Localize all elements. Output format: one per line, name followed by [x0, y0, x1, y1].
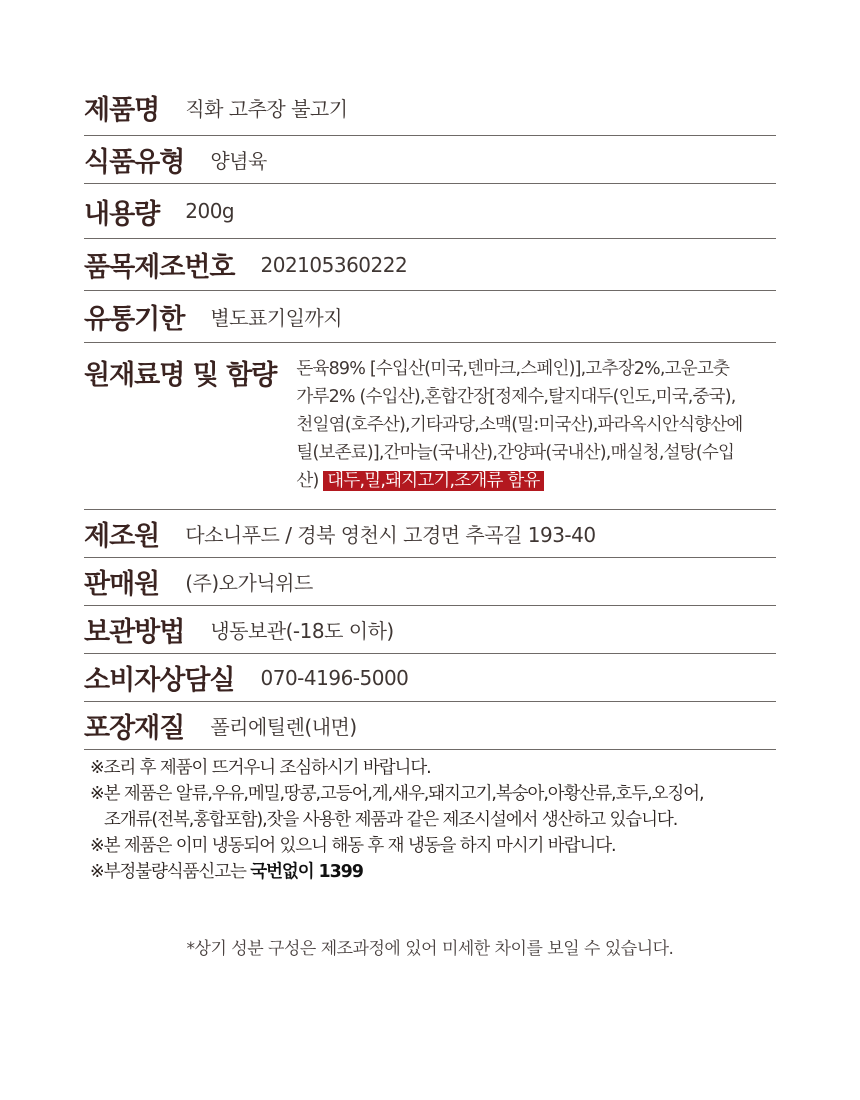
row-manufacturer [84, 510, 776, 558]
row-net-weight [84, 184, 776, 239]
row-storage [84, 606, 776, 654]
row-customer-service [84, 654, 776, 702]
value-report-number: 202105360222 [260, 252, 408, 277]
label-storage: 보관방법 [84, 617, 185, 648]
label-report-number: 품목제조번호 [84, 252, 235, 283]
label-expiration: 유통기한 [84, 304, 185, 335]
value-ingredients [296, 353, 744, 495]
value-seller: (주)오가닉위드 [185, 571, 313, 595]
value-manufacturer: 다소니푸드 / 경북 영천시 고경면 추곡길 193-40 [185, 523, 596, 547]
notice-report-number: 국번없이 1399 [250, 862, 363, 882]
product-info-table [84, 80, 776, 750]
row-ingredients [84, 343, 776, 510]
label-ingredients: 원재료명 및 함량 [84, 360, 277, 391]
label-net-weight: 내용량 [84, 198, 160, 230]
label-food-type: 식품유형 [84, 147, 185, 178]
row-expiration [84, 291, 776, 343]
value-net-weight: 200g [185, 199, 235, 223]
value-packaging: 폴리에틸렌(내면) [210, 715, 357, 739]
notice-report-text: ※부정불량식품신고는 [90, 862, 251, 882]
notice-report [90, 859, 810, 885]
row-product-name [84, 80, 776, 136]
label-customer-service: 소비자상담실 [84, 665, 235, 696]
row-seller [84, 558, 776, 606]
row-report-number [84, 239, 776, 291]
row-packaging [84, 702, 776, 750]
notice-hot: ※조리 후 제품이 뜨거우니 조심하시기 바랍니다. [90, 758, 431, 778]
footer-disclaimer: *상기 성분 구성은 제조과정에 있어 미세한 차이를 보일 수 있습니다. [186, 939, 674, 959]
label-packaging: 포장재질 [84, 713, 185, 744]
value-storage: 냉동보관(-18도 이하) [210, 619, 394, 643]
value-product-name: 직화 고추장 불고기 [185, 97, 348, 121]
notice-list [90, 755, 810, 885]
value-expiration: 별도표기일까지 [210, 306, 343, 330]
ingredients-text: 돈육89% [수입산(미국,덴마크,스페인)],고추장2%,고운고춧가루2% (수입산),혼합간장[정제수,탈지대두(인도,미국,중국),천일염(호주산),기타과당,소맥(밀:미국산),파라옥시안식향산에틸(보존료)],간마늘(국내산),간양파(국내산),매실청,설탕(수입산) [296, 359, 743, 491]
notice-allergen-line1: ※본 제품은 알류,우유,메밀,땅콩,고등어,게,새우,돼지고기,복숭아,아황산류,호두,오징어, [90, 784, 704, 804]
label-seller: 판매원 [84, 569, 160, 600]
notice-refreeze: ※본 제품은 이미 냉동되어 있으니 해동 후 재 냉동을 하지 마시기 바랍니다. [90, 836, 616, 856]
value-customer-service: 070-4196-5000 [260, 665, 409, 690]
label-product-name: 제품명 [84, 95, 160, 126]
notice-allergen-line2: 조개류(전복,홍합포함),잣을 사용한 제품과 같은 제조시설에서 생산하고 있습니다. [104, 810, 678, 830]
row-food-type [84, 136, 776, 184]
allergen-badge: 대두,밀,돼지고기,조개류 함유 [323, 471, 543, 491]
value-food-type: 양념육 [210, 149, 267, 173]
label-manufacturer: 제조원 [84, 521, 160, 552]
